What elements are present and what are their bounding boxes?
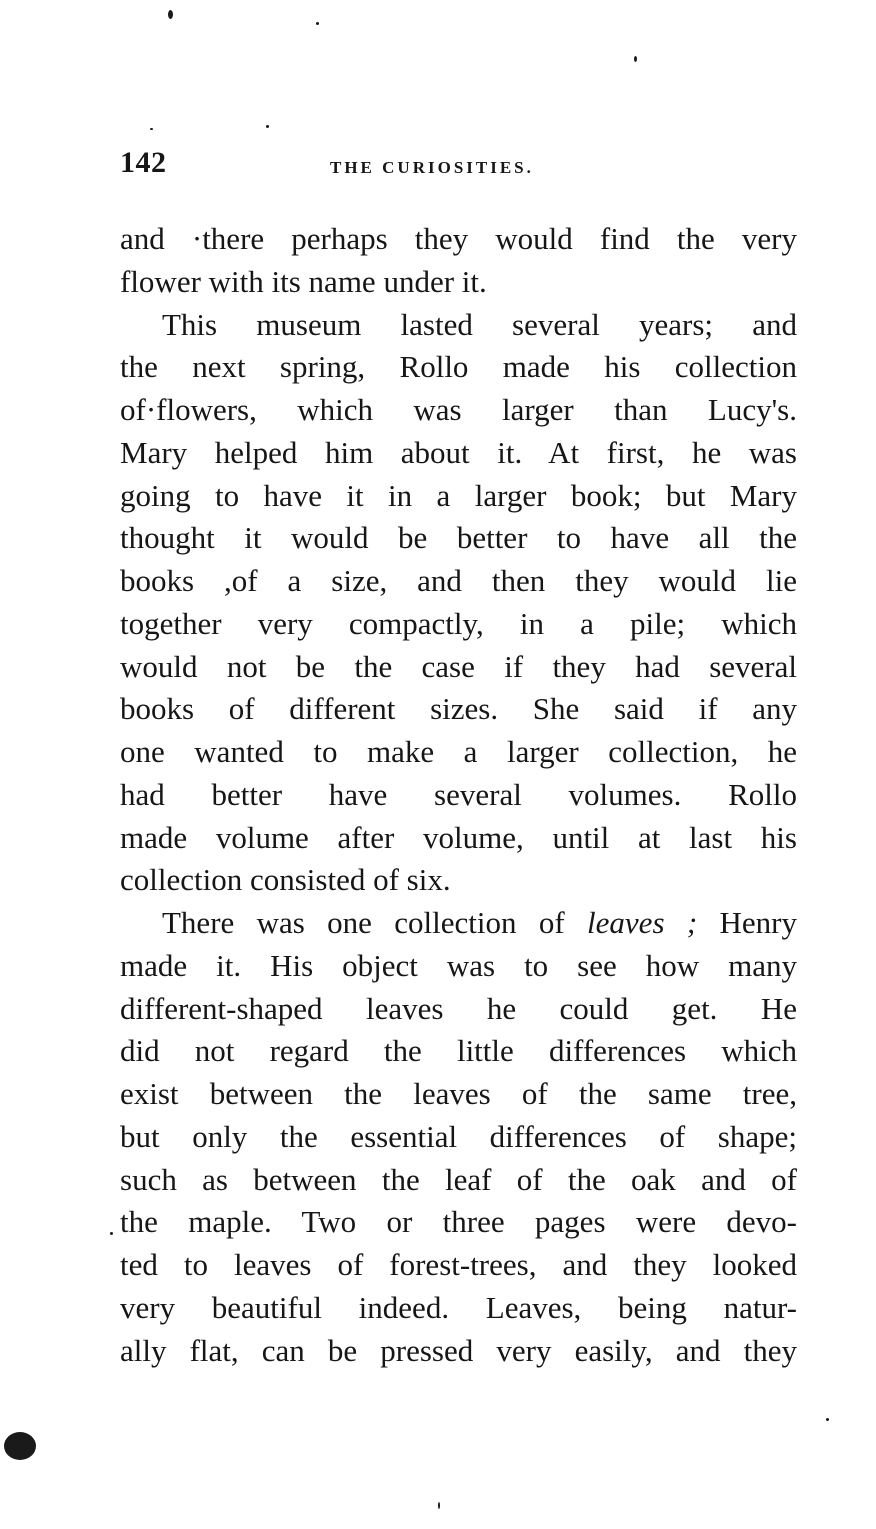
text-line: very beautiful indeed. Leaves, being natur- (120, 1289, 797, 1325)
text-line: different-shaped leaves he could get. He (120, 990, 797, 1026)
text-line: books of different sizes. She said if any (120, 691, 797, 727)
text-line: had better have several volumes. Rollo (120, 776, 797, 812)
text-line: flower with its name under it. (120, 263, 487, 299)
ink-speck (438, 1502, 440, 1509)
text-line: but only the essential differences of shape; (120, 1118, 797, 1154)
text-segment: Henry (719, 905, 798, 940)
text-line: books ,of a size, and then they would lie (120, 563, 797, 598)
text-line: of·flowers, which was larger than Lucy's. (120, 392, 797, 427)
ink-speck (316, 22, 319, 25)
text-line: exist between the leaves of the same tree, (120, 1076, 797, 1111)
page-header (120, 146, 800, 186)
text-line: such as between the leaf of the oak and of (120, 1161, 797, 1197)
text-line: ally flat, can be pressed very easily, and they (120, 1332, 797, 1368)
ink-speck (4, 1432, 36, 1460)
text-line: would not be the case if they had several (120, 648, 797, 684)
body-text (120, 218, 797, 1372)
ink-speck (634, 56, 637, 62)
ink-speck (150, 128, 153, 130)
ink-speck (168, 10, 173, 19)
text-line: Mary helped him about it. At first, he was (120, 434, 797, 470)
page-number: 142 (120, 146, 167, 179)
text-line: ted to leaves of forest-trees, and they looked (120, 1247, 797, 1282)
text-line: together very compactly, in a pile; which (120, 605, 797, 641)
text-line: going to have it in a larger book; but Mary (120, 477, 797, 513)
text-line: This museum lasted several years; and (162, 306, 797, 342)
ink-speck (266, 125, 269, 128)
running-head: THE CURIOSITIES. (330, 158, 534, 177)
italic-word: leaves ; (587, 905, 698, 940)
text-line (120, 902, 797, 945)
text-line: one wanted to make a larger collection, he (120, 734, 797, 769)
text-line: made volume after volume, until at last his (120, 819, 797, 855)
text-line: and ·there perhaps they would find the very (120, 221, 797, 256)
ink-speck (826, 1418, 829, 1421)
text-line: the next spring, Rollo made his collection (120, 349, 797, 385)
text-line: made it. His object was to see how many (120, 947, 797, 983)
text-line: thought it would be better to have all the (120, 520, 797, 556)
text-line: did not regard the little differences which (120, 1033, 797, 1069)
ink-speck (110, 1232, 113, 1235)
text-line: the maple. Two or three pages were devo- (120, 1204, 797, 1240)
text-segment: There was one collection of (162, 905, 565, 940)
text-line: collection consisted of six. (120, 862, 451, 898)
